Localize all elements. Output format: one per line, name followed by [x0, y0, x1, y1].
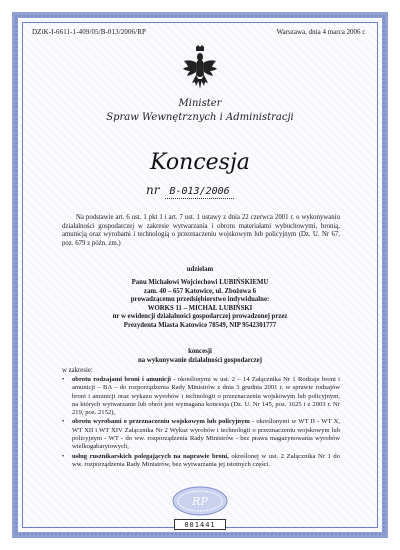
holder-line: prowadzącemu przedsiębiorstwo indywidualne: [130, 296, 270, 304]
scope-item-bold: obrotu wyrobami o przeznaczeniu wojskowym lub policyjnym [72, 418, 250, 426]
bullet-icon: • [62, 418, 65, 426]
holder-line: nr w ewidencji działalności gospodarczej prowadzonej przez [112, 313, 288, 321]
serial-number-box [174, 519, 226, 530]
koncesji-word: koncesji [188, 348, 212, 355]
grant-word: udzielam [186, 266, 214, 273]
scope-label: w zakresie: [62, 367, 93, 374]
scope-item [62, 376, 340, 417]
place-and-date: Warszawa, dnia 4 marca 2006 r. [276, 28, 366, 36]
seal-text: RP [192, 495, 208, 508]
reference-number: DZiK-I-6611-1-409/05/B-013/2006/RP [32, 28, 146, 36]
license-number-label: nr [146, 183, 160, 197]
bullet-icon: • [62, 376, 65, 383]
scope-list [62, 376, 340, 470]
holder-line: WORKS 11 – MICHAŁ LUBIŃSKI [147, 304, 253, 312]
authority-title: Minister [178, 98, 222, 109]
bullet-icon: • [62, 452, 65, 460]
scope-item-text: - określonymi w ust. 2 – 14 Załącznika Nr 1 Rodzaje broni i amunicji – BA – do rozporządzenia Rady Ministrów z dnia 3 grudnia 2001 r. w sprawie rodzajów broni i amunicji oraz wykazu wyrobów i technologii o przeznaczeniu wojskowym lub policyjnym, na których wytwarzanie lub obrót jest wymagana koncesja (Dz. U. Nr 145, poz. 1625 i z 2003 r. Nr 219, poz. 2152), [72, 376, 340, 417]
holder-line: zam. 40 – 657 Katowice, ul. Zbożowa 6 [143, 287, 257, 295]
scope-item-text: - określonymi w WT II - WT X, WT XII i WT XIV Załącznika Nr 2 Wykaz wyrobów i technologii o przeznaczeniu wojskowym lub policyjnym - WT - do ww. rozporządzenia Rady Ministrów - bez prawa magazynowania wyrobów wielkogabarytowych, [72, 418, 340, 451]
document-title: Koncesja [150, 150, 250, 175]
rp-hologram-seal [172, 486, 228, 516]
license-number-line [146, 183, 234, 198]
license-holder [0, 279, 400, 331]
scope-item-bold: usług rusznikarskich polegających na naprawie broni, [72, 452, 229, 460]
scope-item [62, 418, 340, 451]
activity-heading: na wykonywanie działalności gospodarczej [138, 357, 262, 364]
scope-item-bold: obrotu rodzajami broni i amunicji [72, 376, 171, 383]
authority-name: Spraw Wewnętrznych i Administracji [106, 112, 294, 123]
scope-item [62, 453, 340, 470]
license-number-value: B-013/2006 [165, 186, 233, 199]
serial-number: 001441 [184, 521, 216, 529]
eagle-emblem-icon [182, 45, 218, 93]
legal-basis-paragraph: Na podstawie art. 6 ust. 1 pkt 1 i art. 7 ust. 1 ustawy z dnia 22 czerwca 2001 r. o wykonywaniu działalności gospodarczej w zakresie wytwarzania i obrotu materiałami wybuchowymi, bronią, amunicją oraz wyrobami i technologią o przeznaczeniu wojskowym lub policyjnym (Dz. U. Nr 67, poz. 679 z późn. zm.) [62, 214, 340, 247]
scope-item-text: określonej w ust. 2 Załącznika Nr 1 do ww. rozporządzenia Rady Ministrów, bez wytwarzania jej istotnych części. [72, 452, 340, 468]
holder-line: Prezydenta Miasta Katowice 78549, NIP 9542301777 [123, 321, 277, 329]
holder-line: Panu Michałowi Wojciechowi LUBIŃSKIEMU [131, 279, 269, 286]
